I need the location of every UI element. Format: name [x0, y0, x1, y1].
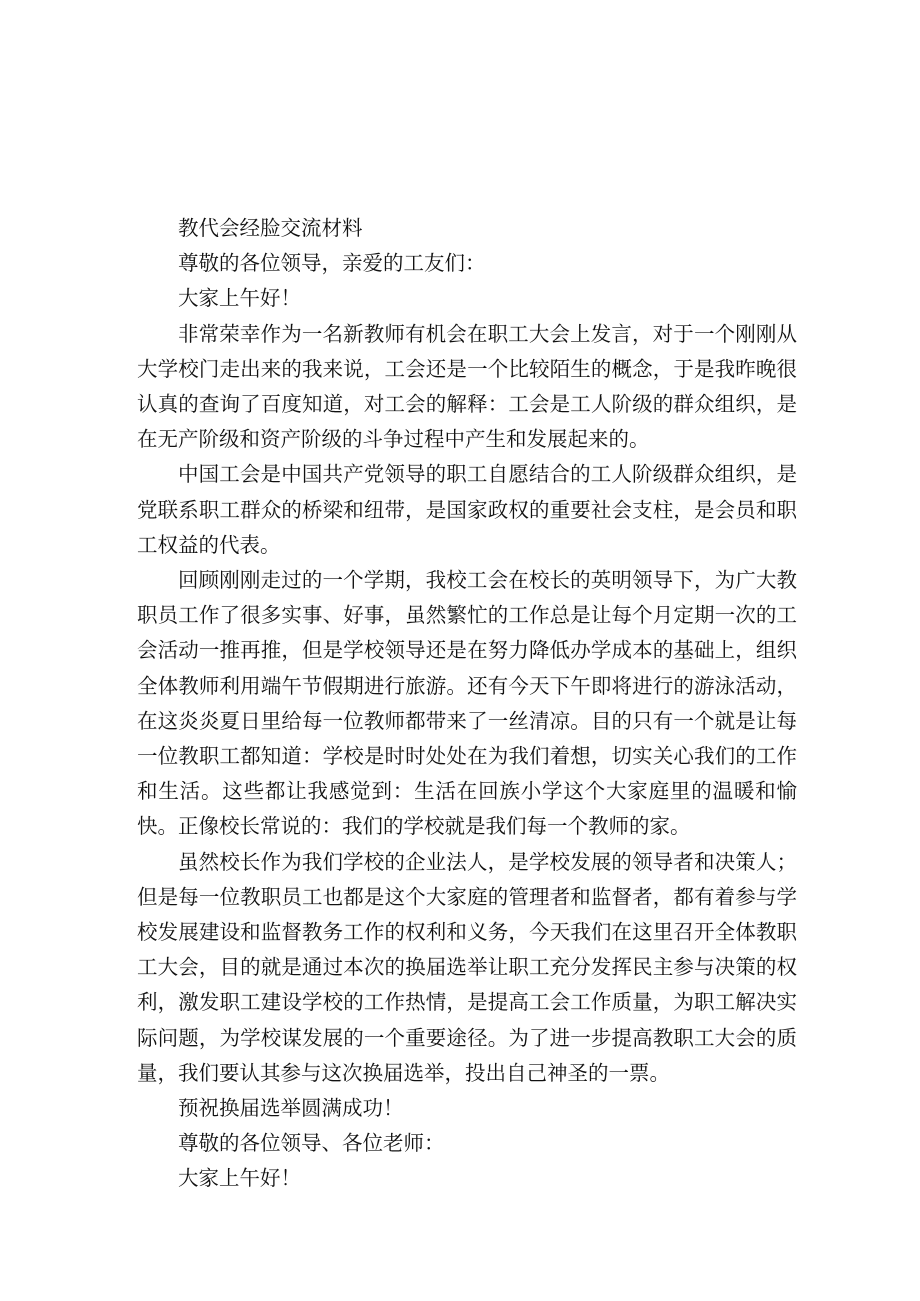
document-title: 教代会经脸交流材料	[178, 216, 363, 240]
paragraph-union-definition: 中国工会是中国共产党领导的职工自愿结合的工人阶级群众组织，是党联系职工群众的桥梁和纽带，是国家政权的重要社会支柱，是会员和职工权益的代表。	[137, 462, 797, 557]
closing-wish: 预祝换届选举圆满成功！	[178, 1096, 404, 1121]
second-greeting: 大家上午好！	[178, 1166, 301, 1191]
paragraph-intro: 非常荣幸作为一名新教师有机会在职工大会上发言，对于一个刚刚从大学校门走出来的我来说，工会还是一个比较陌生的概念，于是我昨晚很认真的查询了百度知道，对工会的解释：工会是工人阶级的群众组织，是在无产阶级和资产阶级的斗争过程中产生和发展起来的。	[137, 321, 797, 452]
paragraph-participation: 虽然校长作为我们学校的企业法人，是学校发展的领导者和决策人；但是每一位教职员工也都是这个大家庭的管理者和监督者，都有着参与学校发展建设和监督教务工作的权利和义务，今天我们在这里召开全体教职工大会，目的就是通过本次的换届选举让职工充分发挥民主参与决策的权利，激发职工建设学校的工作热情，是提高工会工作质量，为职工解决实际问题，为学校谋发展的一个重要途径。为了进一步提高教职工大会的质量，我们要认其参与这次换届选举，投出自己神圣的一票。	[137, 849, 797, 1085]
greeting: 大家上午好！	[178, 286, 301, 311]
document-body	[137, 211, 797, 1197]
salutation: 尊敬的各位领导，亲爱的工友们：	[178, 251, 486, 276]
paragraph-review: 回顾刚刚走过的一个学期，我校工会在校长的英明领导下，为广大教职员工作了很多实事、好事，虽然繁忙的工作总是让每个月定期一次的工会活动一推再推，但是学校领导还是在努力降低办学成本的基础上，组织全体教师利用端午节假期进行旅游。还有今天下午即将进行的游泳活动，在这炎炎夏日里给每一位教师都带来了一丝清凉。目的只有一个就是让每一位教职工都知道：学校是时时处处在为我们着想，切实关心我们的工作和生活。这些都让我感觉到：生活在回族小学这个大家庭里的温暖和愉快。正像校长常说的：我们的学校就是我们每一个教师的家。	[137, 568, 797, 839]
second-salutation: 尊敬的各位领导、各位老师：	[178, 1131, 445, 1156]
